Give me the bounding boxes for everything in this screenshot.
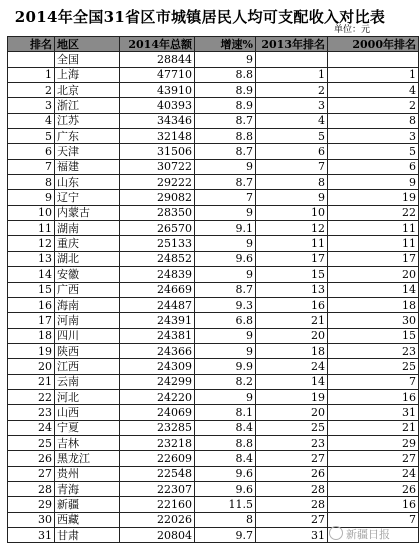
rank-cell: 17 [8, 313, 55, 328]
rank-2000-cell: 16 [328, 389, 419, 404]
rank-2000-cell: 21 [328, 420, 419, 435]
table-row [8, 205, 419, 220]
rank-cell: 30 [8, 512, 55, 527]
growth-cell: 9 [195, 343, 256, 358]
rank-2000-cell: 19 [328, 190, 419, 205]
rank-2000-cell: 15 [328, 328, 419, 343]
income-cell: 28844 [120, 52, 195, 67]
income-cell: 24381 [120, 328, 195, 343]
growth-cell: 8.9 [195, 98, 256, 113]
region-cell: 内蒙古 [55, 205, 120, 220]
income-cell: 32148 [120, 129, 195, 144]
rank-cell: 28 [8, 481, 55, 496]
income-cell: 28350 [120, 205, 195, 220]
income-cell: 30722 [120, 159, 195, 174]
growth-cell: 6.8 [195, 313, 256, 328]
region-cell: 河北 [55, 389, 120, 404]
table-body [8, 52, 419, 543]
rank-cell: 14 [8, 267, 55, 282]
region-cell: 上海 [55, 67, 120, 82]
rank-cell: 31 [8, 528, 55, 543]
income-cell: 29082 [120, 190, 195, 205]
growth-cell: 11.5 [195, 497, 256, 512]
table-row [8, 159, 419, 174]
table-row [8, 297, 419, 312]
growth-cell: 8.4 [195, 451, 256, 466]
header-growth: 增速% [195, 37, 256, 52]
region-cell: 青海 [55, 481, 120, 496]
rank-2000-cell: 7 [328, 374, 419, 389]
rank-2013-cell: 25 [256, 420, 328, 435]
rank-2000-cell: 24 [328, 466, 419, 481]
income-cell: 22026 [120, 512, 195, 527]
rank-2013-cell: 18 [256, 343, 328, 358]
region-cell: 山东 [55, 175, 120, 190]
table-row [8, 313, 419, 328]
growth-cell: 8.8 [195, 129, 256, 144]
table-row [8, 389, 419, 404]
region-cell: 北京 [55, 83, 120, 98]
income-table [7, 36, 419, 543]
rank-cell [8, 52, 55, 67]
growth-cell: 8.4 [195, 420, 256, 435]
growth-cell: 8.8 [195, 67, 256, 82]
header-rank-2000: 2000年排名 [328, 37, 419, 52]
region-cell: 福建 [55, 159, 120, 174]
table-row [8, 435, 419, 450]
rank-2000-cell: 14 [328, 282, 419, 297]
region-cell: 陕西 [55, 343, 120, 358]
rank-2013-cell: 16 [256, 297, 328, 312]
growth-cell: 8.8 [195, 435, 256, 450]
region-cell: 贵州 [55, 466, 120, 481]
table-row [8, 359, 419, 374]
table-row [8, 190, 419, 205]
growth-cell: 7 [195, 190, 256, 205]
growth-cell: 8.7 [195, 175, 256, 190]
rank-2000-cell: 17 [328, 251, 419, 266]
growth-cell: 9.7 [195, 528, 256, 543]
rank-2013-cell: 27 [256, 512, 328, 527]
income-cell: 24669 [120, 282, 195, 297]
rank-cell: 16 [8, 297, 55, 312]
unit-label: 单位：元 [333, 25, 370, 35]
rank-cell: 6 [8, 144, 55, 159]
rank-cell: 12 [8, 236, 55, 251]
rank-2013-cell: 12 [256, 221, 328, 236]
table-row [8, 236, 419, 251]
rank-2000-cell: 23 [328, 343, 419, 358]
rank-2013-cell: 14 [256, 374, 328, 389]
rank-2000-cell [328, 52, 419, 67]
rank-2013-cell: 21 [256, 313, 328, 328]
rank-2000-cell: 26 [328, 481, 419, 496]
table-row [8, 251, 419, 266]
table-row [8, 420, 419, 435]
income-cell: 31506 [120, 144, 195, 159]
income-cell: 23218 [120, 435, 195, 450]
growth-cell: 9.6 [195, 466, 256, 481]
header-income-2014: 2014年总额 [120, 37, 195, 52]
rank-cell: 23 [8, 405, 55, 420]
rank-2000-cell: 18 [328, 297, 419, 312]
rank-2000-cell: 5 [328, 144, 419, 159]
region-cell: 河南 [55, 313, 120, 328]
income-cell: 47710 [120, 67, 195, 82]
table-row [8, 129, 419, 144]
table-row [8, 52, 419, 67]
growth-cell: 9 [195, 52, 256, 67]
income-cell: 22609 [120, 451, 195, 466]
growth-cell: 9 [195, 389, 256, 404]
header-rank-2013: 2013年排名 [256, 37, 328, 52]
growth-cell: 9 [195, 328, 256, 343]
rank-cell: 24 [8, 420, 55, 435]
growth-cell: 9 [195, 205, 256, 220]
rank-cell: 4 [8, 113, 55, 128]
table-row [8, 267, 419, 282]
rank-2013-cell: 17 [256, 251, 328, 266]
rank-cell: 13 [8, 251, 55, 266]
rank-2013-cell: 23 [256, 435, 328, 450]
rank-2013-cell: 7 [256, 159, 328, 174]
header-rank: 排名 [8, 37, 55, 52]
rank-cell: 11 [8, 221, 55, 236]
rank-2013-cell: 3 [256, 98, 328, 113]
region-cell: 黑龙江 [55, 451, 120, 466]
rank-cell: 10 [8, 205, 55, 220]
income-cell: 25133 [120, 236, 195, 251]
rank-2013-cell: 20 [256, 405, 328, 420]
rank-cell: 29 [8, 497, 55, 512]
rank-cell: 27 [8, 466, 55, 481]
rank-cell: 19 [8, 343, 55, 358]
region-cell: 广东 [55, 129, 120, 144]
rank-2013-cell: 20 [256, 328, 328, 343]
growth-cell: 9.9 [195, 359, 256, 374]
region-cell: 西藏 [55, 512, 120, 527]
growth-cell: 9 [195, 159, 256, 174]
wechat-icon [329, 526, 343, 540]
rank-cell: 20 [8, 359, 55, 374]
rank-2000-cell: 2 [328, 98, 419, 113]
income-cell: 24839 [120, 267, 195, 282]
rank-2013-cell: 19 [256, 389, 328, 404]
growth-cell: 9.3 [195, 297, 256, 312]
table-row [8, 175, 419, 190]
region-cell: 天津 [55, 144, 120, 159]
table-row [8, 466, 419, 481]
growth-cell: 8.9 [195, 83, 256, 98]
table-header [8, 37, 419, 52]
watermark-text: 新疆日报 [346, 528, 390, 541]
rank-2013-cell: 2 [256, 83, 328, 98]
rank-2013-cell: 9 [256, 190, 328, 205]
rank-2013-cell [256, 52, 328, 67]
rank-2013-cell: 13 [256, 282, 328, 297]
income-cell: 26570 [120, 221, 195, 236]
rank-2013-cell: 8 [256, 175, 328, 190]
rank-2000-cell: 4 [328, 83, 419, 98]
rank-cell: 3 [8, 98, 55, 113]
growth-cell: 8.7 [195, 144, 256, 159]
rank-2013-cell: 6 [256, 144, 328, 159]
table-row [8, 451, 419, 466]
income-cell: 22160 [120, 497, 195, 512]
table-title: 2014年全国31省区市城镇居民人均可支配收入对比表 [14, 8, 386, 26]
income-cell: 22548 [120, 466, 195, 481]
income-cell: 34346 [120, 113, 195, 128]
income-cell: 22307 [120, 481, 195, 496]
region-cell: 吉林 [55, 435, 120, 450]
rank-2000-cell: 6 [328, 159, 419, 174]
rank-2000-cell: 1 [328, 67, 419, 82]
table-row [8, 374, 419, 389]
header-region: 地区 [55, 37, 120, 52]
growth-cell: 8 [195, 512, 256, 527]
rank-2000-cell: 3 [328, 129, 419, 144]
rank-cell: 18 [8, 328, 55, 343]
rank-2000-cell: 20 [328, 267, 419, 282]
rank-cell: 7 [8, 159, 55, 174]
growth-cell: 9.6 [195, 251, 256, 266]
rank-2013-cell: 4 [256, 113, 328, 128]
region-cell: 云南 [55, 374, 120, 389]
rank-2000-cell: 27 [328, 451, 419, 466]
region-cell: 四川 [55, 328, 120, 343]
growth-cell: 9.6 [195, 481, 256, 496]
header-row [8, 37, 419, 52]
income-cell: 24299 [120, 374, 195, 389]
rank-cell: 5 [8, 129, 55, 144]
rank-2000-cell: 9 [328, 175, 419, 190]
rank-2013-cell: 15 [256, 267, 328, 282]
region-cell: 全国 [55, 52, 120, 67]
rank-cell: 9 [8, 190, 55, 205]
rank-cell: 2 [8, 83, 55, 98]
rank-cell: 15 [8, 282, 55, 297]
rank-2013-cell: 24 [256, 359, 328, 374]
income-cell: 24309 [120, 359, 195, 374]
region-cell: 湖南 [55, 221, 120, 236]
rank-2000-cell: 22 [328, 205, 419, 220]
table-row [8, 221, 419, 236]
table-row [8, 405, 419, 420]
growth-cell: 8.1 [195, 405, 256, 420]
income-cell: 29222 [120, 175, 195, 190]
income-cell: 24487 [120, 297, 195, 312]
growth-cell: 9 [195, 267, 256, 282]
rank-cell: 22 [8, 389, 55, 404]
watermark [329, 526, 390, 542]
rank-cell: 1 [8, 67, 55, 82]
rank-2000-cell: 11 [328, 221, 419, 236]
table-row [8, 113, 419, 128]
growth-cell: 8.2 [195, 374, 256, 389]
table-row [8, 343, 419, 358]
income-cell: 23285 [120, 420, 195, 435]
table-row [8, 481, 419, 496]
region-cell: 甘肃 [55, 528, 120, 543]
growth-cell: 9 [195, 236, 256, 251]
income-cell: 20804 [120, 528, 195, 543]
income-cell: 24069 [120, 405, 195, 420]
region-cell: 辽宁 [55, 190, 120, 205]
growth-cell: 9.1 [195, 221, 256, 236]
rank-2000-cell: 25 [328, 359, 419, 374]
rank-2013-cell: 11 [256, 236, 328, 251]
rank-2000-cell: 8 [328, 113, 419, 128]
rank-2013-cell: 28 [256, 481, 328, 496]
rank-2013-cell: 31 [256, 528, 328, 543]
region-cell: 安徽 [55, 267, 120, 282]
region-cell: 海南 [55, 297, 120, 312]
rank-cell: 8 [8, 175, 55, 190]
rank-2000-cell: 16 [328, 497, 419, 512]
rank-2000-cell: 7 [328, 512, 419, 527]
rank-2013-cell: 1 [256, 67, 328, 82]
region-cell: 浙江 [55, 98, 120, 113]
rank-cell: 25 [8, 435, 55, 450]
table-row [8, 497, 419, 512]
table-row [8, 144, 419, 159]
income-cell: 24852 [120, 251, 195, 266]
rank-2013-cell: 28 [256, 497, 328, 512]
income-cell: 43910 [120, 83, 195, 98]
rank-2000-cell: 31 [328, 405, 419, 420]
region-cell: 江西 [55, 359, 120, 374]
region-cell: 新疆 [55, 497, 120, 512]
rank-2013-cell: 26 [256, 466, 328, 481]
table-row [8, 98, 419, 113]
rank-2013-cell: 10 [256, 205, 328, 220]
region-cell: 广西 [55, 282, 120, 297]
rank-2000-cell: 11 [328, 236, 419, 251]
rank-cell: 21 [8, 374, 55, 389]
rank-2000-cell: 29 [328, 435, 419, 450]
growth-cell: 8.7 [195, 282, 256, 297]
rank-2000-cell: 30 [328, 313, 419, 328]
region-cell: 宁夏 [55, 420, 120, 435]
income-cell: 24366 [120, 343, 195, 358]
region-cell: 山西 [55, 405, 120, 420]
region-cell: 重庆 [55, 236, 120, 251]
income-cell: 24391 [120, 313, 195, 328]
region-cell: 湖北 [55, 251, 120, 266]
table-row [8, 67, 419, 82]
table-row [8, 282, 419, 297]
region-cell: 江苏 [55, 113, 120, 128]
table-row [8, 328, 419, 343]
table-row [8, 83, 419, 98]
rank-2013-cell: 27 [256, 451, 328, 466]
income-cell: 24220 [120, 389, 195, 404]
rank-cell: 26 [8, 451, 55, 466]
rank-2013-cell: 5 [256, 129, 328, 144]
income-cell: 40393 [120, 98, 195, 113]
growth-cell: 8.7 [195, 113, 256, 128]
